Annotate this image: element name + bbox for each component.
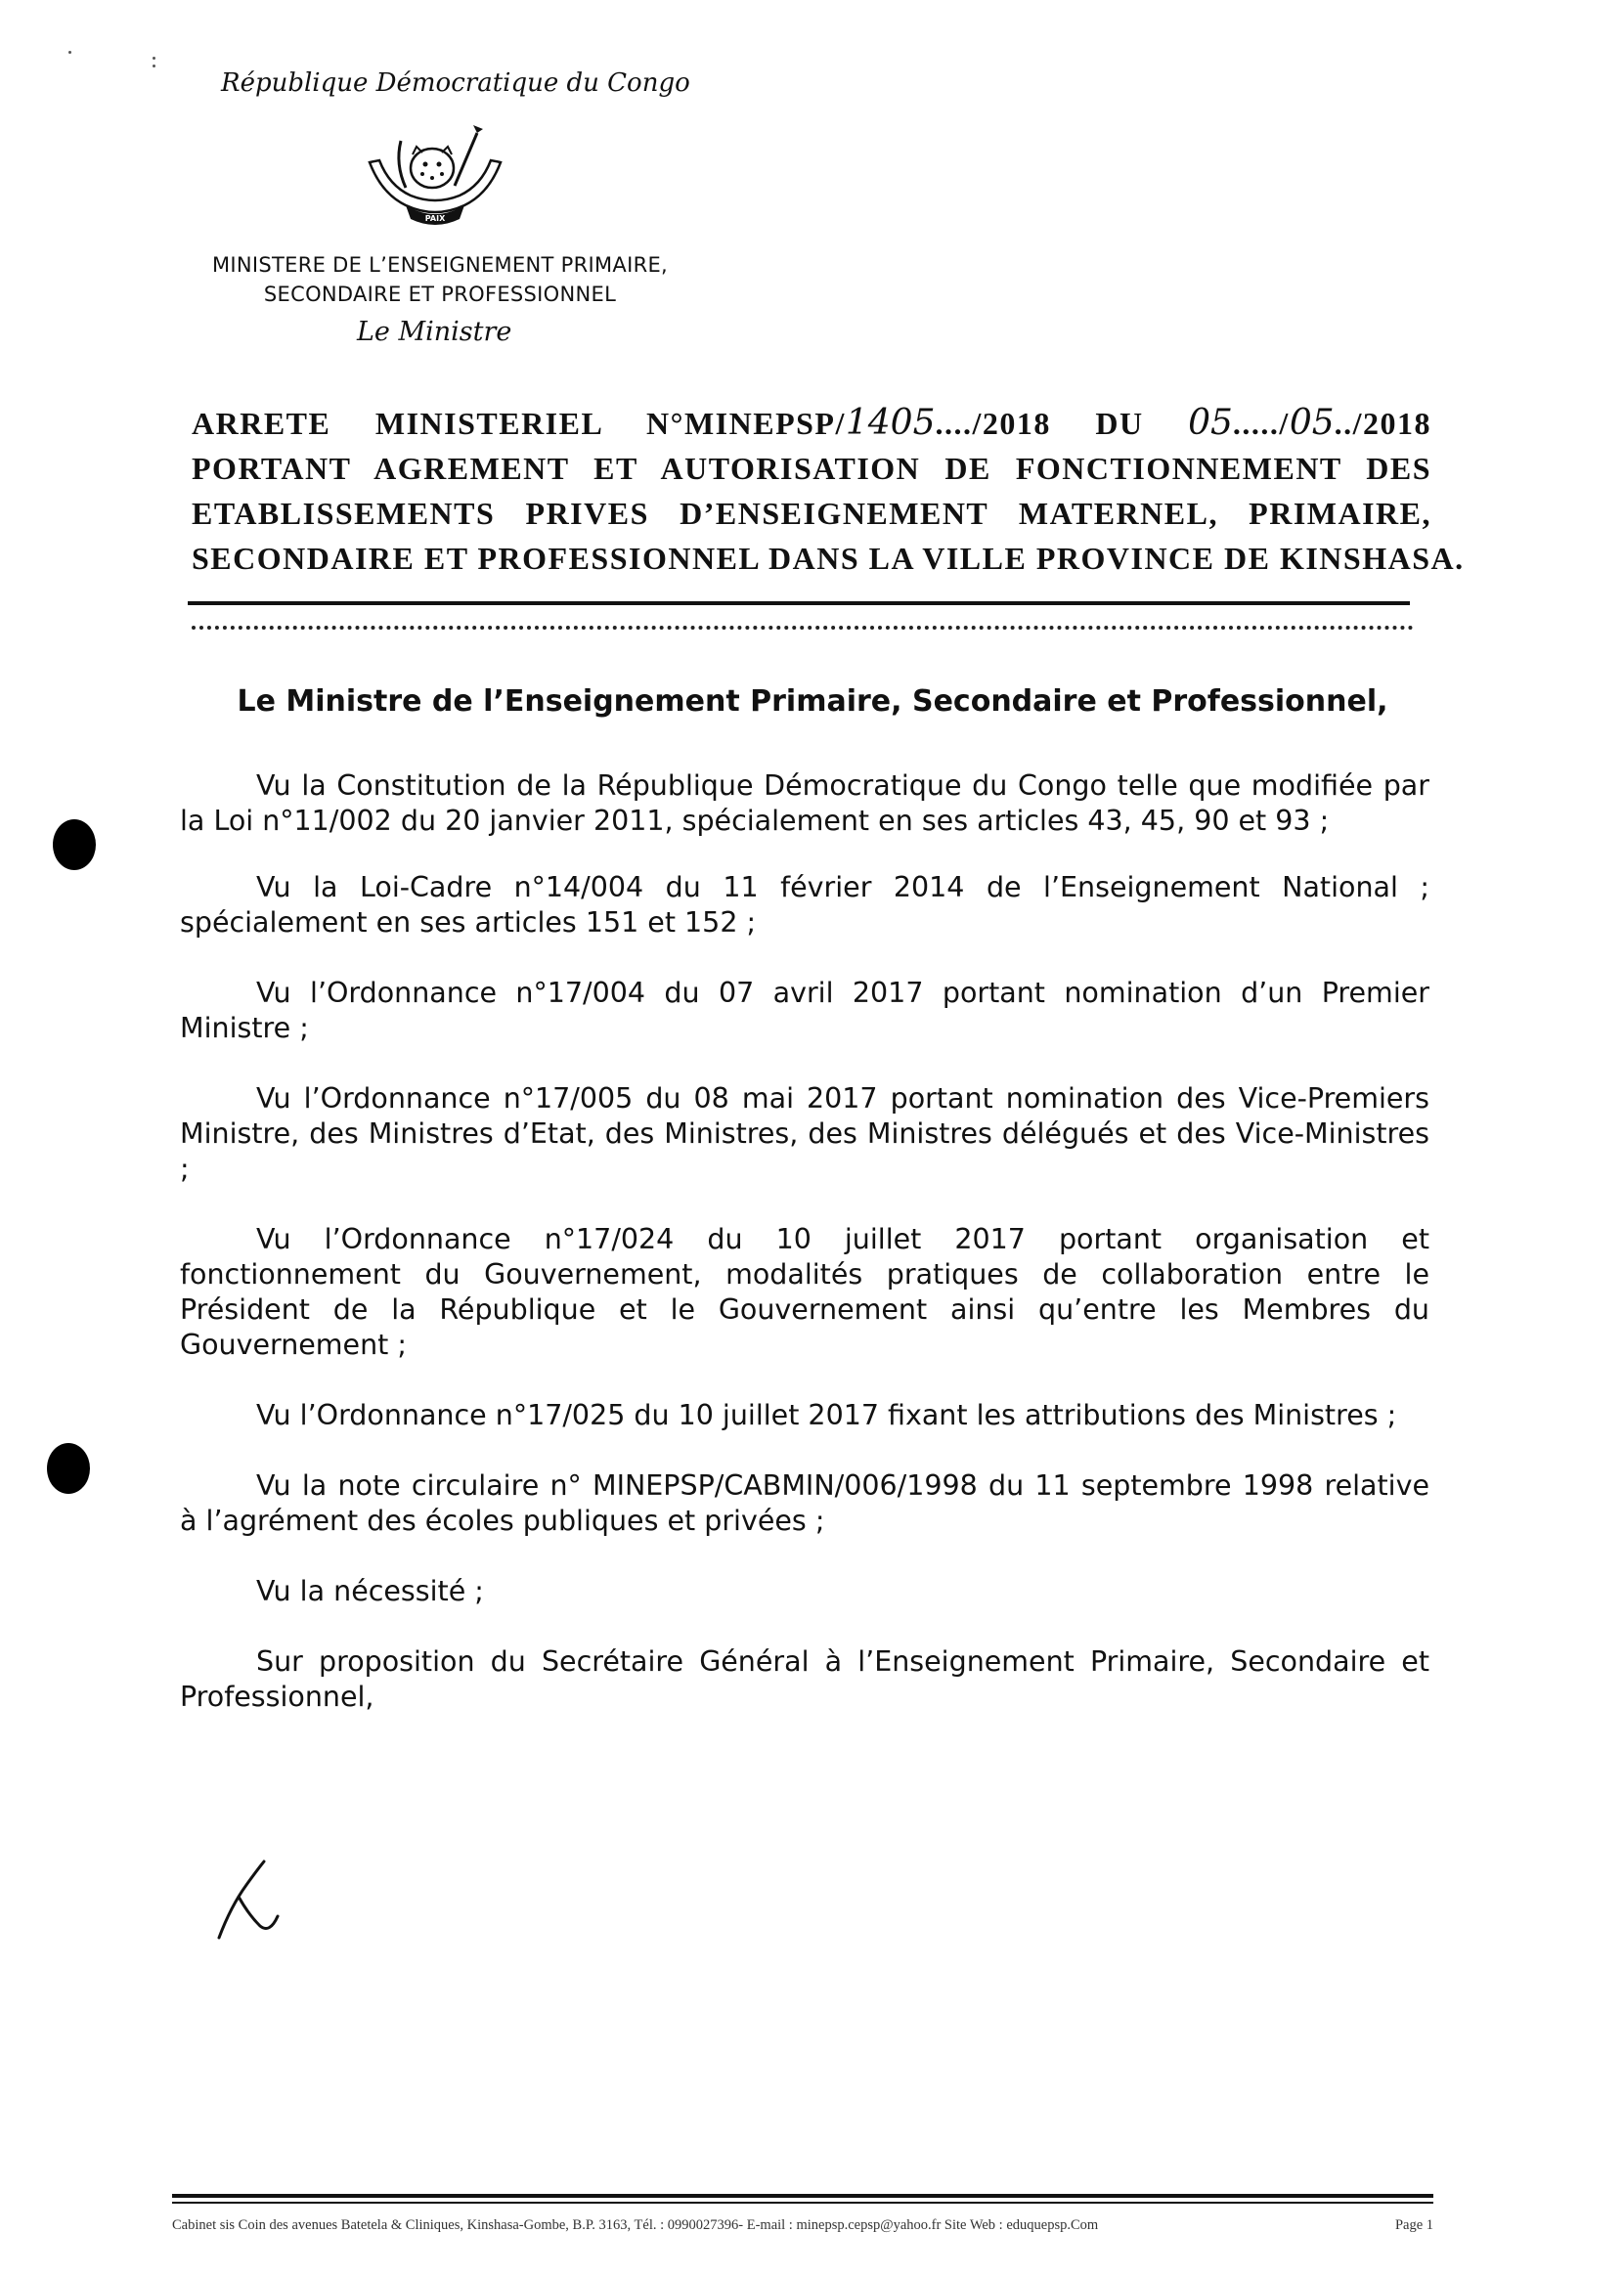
arrete-line-4: SECONDAIRE ET PROFESSIONNEL DANS LA VILLE PROVINCE DE KINSHASA. xyxy=(192,541,1465,576)
footer-rule-thin xyxy=(172,2202,1433,2204)
handwritten-arrete-number: 1405 xyxy=(845,403,936,443)
scan-speck xyxy=(153,57,155,60)
heading-rule xyxy=(188,601,1410,605)
dotted-rule xyxy=(192,626,1414,630)
scan-speck xyxy=(153,65,155,67)
ministry-line-2: SECONDAIRE ET PROFESSIONNEL xyxy=(263,283,617,306)
date-separator: ...../ xyxy=(1232,406,1290,441)
arrete-line-3: ETABLISSEMENTS PRIVES D’ENSEIGNEMENT MATERNEL, PRIMAIRE, xyxy=(192,496,1431,531)
preamble-paragraph: Vu la note circulaire n° MINEPSP/CABMIN/006/1998 du 11 septembre 1998 relative à l’agrément des écoles publiques et privées ; xyxy=(180,1469,1429,1537)
leopard-coat-of-arms-emblem xyxy=(362,125,508,233)
le-ministre-label: Le Ministre xyxy=(357,317,512,347)
footer-address: Cabinet sis Coin des avenues Batetela & Cliniques, Kinshasa-Gombe, B.P. 3163, Tél. : 0990027396- E-mail : minepsp.cepsp@yahoo.fr Site Web : eduquepsp.Com xyxy=(172,2217,1099,2233)
preamble-paragraph: Vu la Constitution de la République Démocratique du Congo telle que modifiée par la Loi n°11/002 du 20 janvier 2011, spécialement en ses articles 43, 45, 90 et 93 ; xyxy=(180,769,1429,837)
preamble-paragraph: Vu l’Ordonnance n°17/005 du 08 mai 2017 portant nomination des Vice-Premiers Ministre, des Ministres d’Etat, des Ministres, des Ministres délégués et des Vice-Ministres ; xyxy=(180,1082,1429,1185)
ministry-line-1: MINISTERE DE L’ENSEIGNEMENT PRIMAIRE, xyxy=(211,253,669,277)
footer-rule xyxy=(172,2194,1433,2198)
preamble-body xyxy=(180,768,1429,1715)
page-number: Page 1 xyxy=(1394,2217,1433,2233)
arrete-line-1 xyxy=(192,401,1431,446)
preamble-paragraph: Sur proposition du Secrétaire Général à l’Enseignement Primaire, Secondaire et Professionnel, xyxy=(180,1645,1429,1713)
emblem-motto: PAIX xyxy=(424,214,446,223)
date-year: ../2018 xyxy=(1334,406,1432,441)
arrete-prefix: ARRETE MINISTERIEL N°MINEPSP/ xyxy=(192,406,846,441)
punch-hole-top xyxy=(53,819,96,870)
arrete-heading xyxy=(192,401,1465,581)
scan-speck xyxy=(68,51,71,54)
footer xyxy=(172,2217,1433,2234)
preamble-paragraph: Vu l’Ordonnance n°17/024 du 10 juillet 2017 portant organisation et fonctionnement du Gouvernement, modalités pratiques de collaboration entre le Président de la République et le Gouvernement ainsi qu’entre les Membres du Gouvernement ; xyxy=(180,1223,1429,1361)
arrete-year: ..../2018 DU xyxy=(935,406,1189,441)
republic-heading: République Démocratique du Congo xyxy=(221,68,690,98)
handwritten-day: 05 xyxy=(1188,403,1233,443)
preamble-paragraph: Vu la Loi-Cadre n°14/004 du 11 février 2014 de l’Enseignement National ; spécialement en ses articles 151 et 152 ; xyxy=(180,871,1429,939)
minister-title: Le Ministre de l’Enseignement Primaire, Secondaire et Professionnel, xyxy=(237,684,1388,719)
ministry-name xyxy=(186,250,694,309)
handwritten-initials-signature xyxy=(209,1858,287,1946)
punch-hole-bottom xyxy=(47,1443,90,1494)
preamble-paragraph: Vu l’Ordonnance n°17/025 du 10 juillet 2017 fixant les attributions des Ministres ; xyxy=(256,1399,1397,1431)
arrete-line-2: PORTANT AGREMENT ET AUTORISATION DE FONCTIONNEMENT DES xyxy=(192,451,1431,486)
handwritten-month: 05 xyxy=(1289,403,1335,443)
preamble-paragraph: Vu l’Ordonnance n°17/004 du 07 avril 2017 portant nomination d’un Premier Ministre ; xyxy=(180,977,1429,1044)
preamble-paragraph: Vu la nécessité ; xyxy=(256,1575,484,1607)
